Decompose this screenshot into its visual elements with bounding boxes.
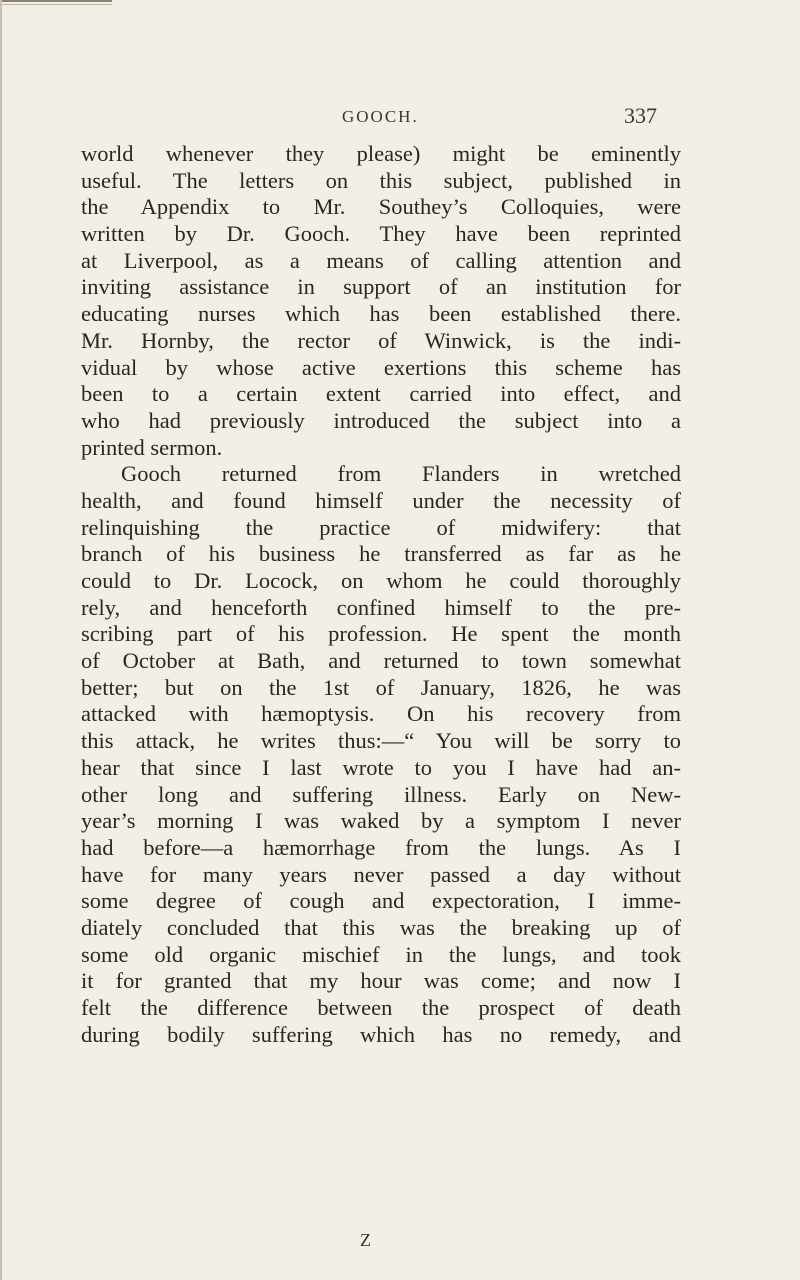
text-line: been to a certain extent carried into effect, and: [81, 381, 681, 407]
text-line: Gooch returned from Flanders in wretched: [121, 461, 681, 487]
signature-mark: Z: [360, 1230, 371, 1250]
text-line: health, and found himself under the necessity of: [81, 487, 681, 513]
text-line: of October at Bath, and returned to town somewhat: [81, 648, 681, 674]
text-line: some degree of cough and expectoration, I imme-: [81, 888, 681, 914]
text-line: world whenever they please) might be eminently: [81, 141, 681, 166]
text-line: useful. The letters on this subject, published in: [81, 167, 681, 193]
text-line: Mr. Hornby, the rector of Winwick, is the indi-: [81, 327, 681, 353]
text-line: attacked with hæmoptysis. On his recovery from: [81, 701, 681, 727]
text-line: have for many years never passed a day without: [81, 861, 681, 887]
text-line: rely, and henceforth confined himself to the pre-: [81, 594, 681, 620]
text-line: printed sermon.: [81, 434, 223, 460]
body-text: [81, 141, 681, 1048]
text-line: educating nurses which has been established there.: [81, 301, 681, 327]
text-line: during bodily suffering which has no remedy, and: [81, 1021, 681, 1047]
paragraph-1: [81, 141, 681, 461]
text-line: diately concluded that this was the breaking up of: [81, 914, 681, 940]
text-line: branch of his business he transferred as far as he: [81, 541, 681, 567]
text-line: felt the difference between the prospect of death: [81, 995, 681, 1020]
page-number: 337: [624, 103, 657, 128]
text-line: this attack, he writes thus:—“ You will be sorry to: [81, 728, 681, 754]
text-line: year’s morning I was waked by a symptom I never: [81, 808, 681, 834]
page-edge-top: [0, 0, 112, 2]
text-line: could to Dr. Locock, on whom he could thoroughly: [81, 568, 681, 593]
text-line: scribing part of his profession. He spent the month: [81, 621, 681, 647]
paragraph-2: [81, 461, 681, 1048]
text-line: written by Dr. Gooch. They have been reprinted: [81, 221, 681, 247]
text-line: vidual by whose active exertions this scheme has: [81, 354, 681, 380]
text-line: at Liverpool, as a means of calling attention and: [81, 247, 681, 273]
page-edge-top-inner: [0, 4, 112, 5]
text-line: other long and suffering illness. Early on New-: [81, 781, 681, 807]
text-line: hear that since I last wrote to you I have had an-: [81, 754, 681, 780]
text-line: inviting assistance in support of an institution for: [81, 274, 681, 300]
text-line: it for granted that my hour was come; and now I: [81, 968, 681, 994]
text-line: had before—a hæmorrhage from the lungs. As I: [81, 834, 681, 860]
text-line: better; but on the 1st of January, 1826, he was: [81, 674, 681, 700]
text-line: the Appendix to Mr. Southey’s Colloquies, were: [81, 194, 681, 220]
text-line: who had previously introduced the subject into a: [81, 407, 681, 433]
page-edge-left: [0, 0, 2, 1280]
text-line: some old organic mischief in the lungs, and took: [81, 941, 681, 967]
running-head: GOOCH.: [342, 107, 419, 126]
text-line: relinquishing the practice of midwifery: that: [81, 514, 681, 540]
